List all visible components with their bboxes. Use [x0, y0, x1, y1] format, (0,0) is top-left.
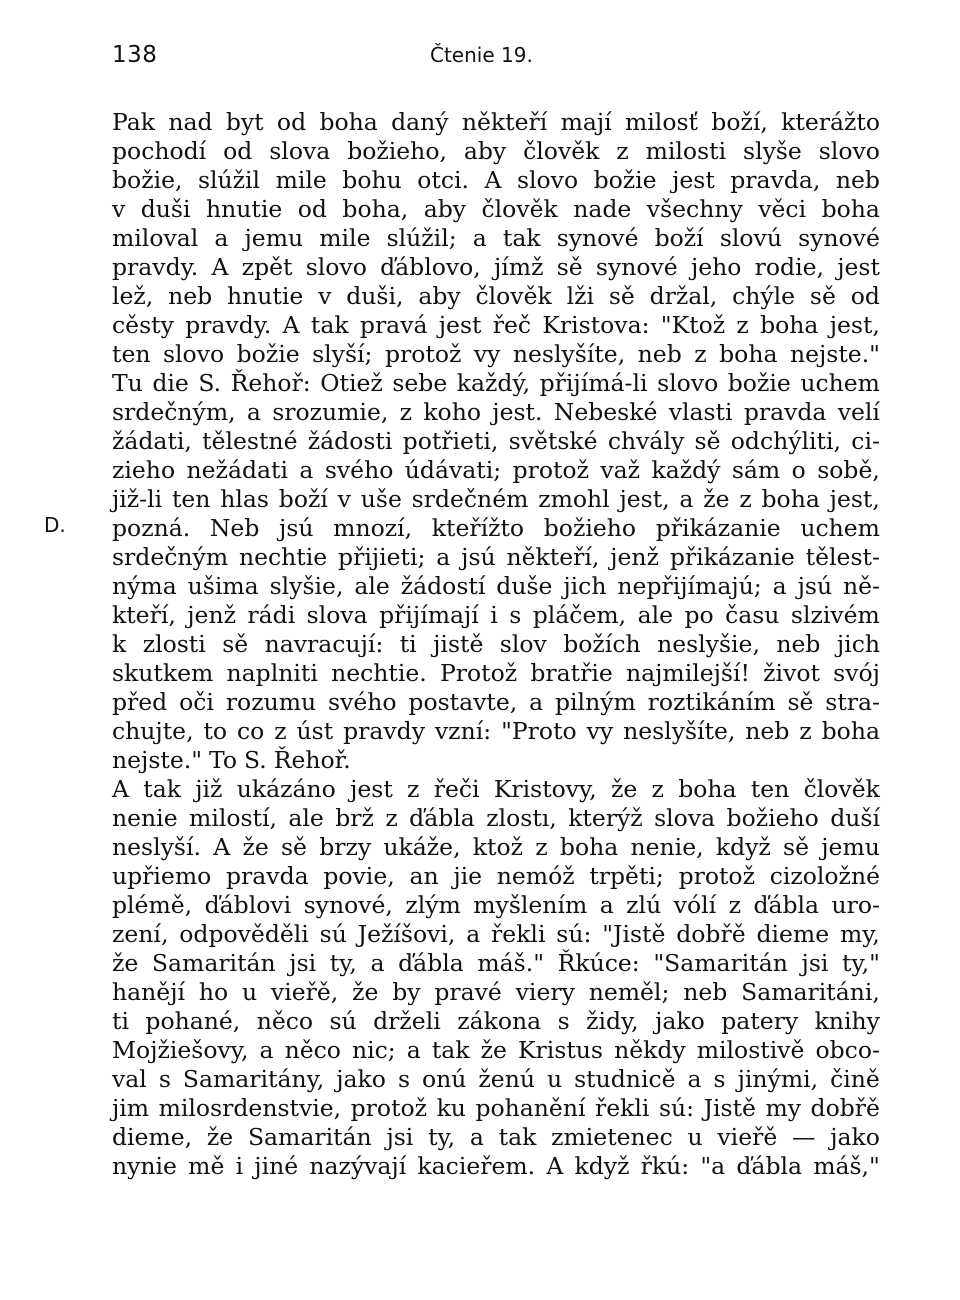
- text-line: žádati, tělestné žádosti potřieti, světské chvály sě odchýliti, ci-: [112, 427, 880, 455]
- text-line: dieme, že Samaritán jsi ty, a tak zmietenec u vieřě — jako: [112, 1123, 880, 1151]
- text-line: kteří, jenž rádi slova přijímají i s pláčem, ale po času slzivém: [112, 601, 880, 629]
- text-line: nejste." To S. Řehoř.: [112, 746, 351, 774]
- text-line: pozná. Neb jsú mnozí, kteřížto božieho přikázanie uchem: [112, 514, 880, 542]
- text-line: zieho nežádati a svého údávati; protož važ každý sám o sobě,: [112, 456, 880, 484]
- text-line: božie, slúžil mile bohu otci. A slovo božie jest pravda, neb: [112, 166, 880, 194]
- text-line: před oči rozumu svého postavte, a pilným roztikáním sě stra-: [112, 688, 880, 716]
- text-line: již-li ten hlas boží v uše srdečném zmohl jest, a že z boha jest,: [112, 485, 880, 513]
- text-line: pochodí od slova božieho, aby člověk z milosti slyše slovo: [112, 137, 880, 165]
- text-line: ten slovo božie slyší; protož vy neslyšíte, neb z boha nejste.": [112, 340, 880, 368]
- text-line: v duši hnutie od boha, aby člověk nade všechny věci boha: [112, 195, 880, 223]
- margin-note: D.: [44, 513, 66, 537]
- text-line: ti pohané, něco sú drželi zákona s židy, jako patery knihy: [112, 1007, 880, 1035]
- page-header: [0, 38, 960, 72]
- text-line: neslyší. A že sě brzy ukáže, ktož z boha nenie, když sě jemu: [112, 833, 880, 861]
- text-line: Mojžiešovy, a něco nic; a tak že Kristus někdy milostivě obco-: [112, 1036, 880, 1064]
- text-line: srdečným, a srozumie, z koho jest. Nebeské vlasti pravda velí: [112, 398, 880, 426]
- running-head: Čtenie 19.: [430, 43, 533, 67]
- text-line: nýma ušima slyšie, ale žádostí duše jich nepřijímajú; a jsú ně-: [112, 572, 880, 600]
- text-line: lež, neb hnutie v duši, aby člověk lži sě držal, chýle sě od: [112, 282, 880, 310]
- text-line: skutkem naplniti nechtie. Protož bratřie najmilejší! život svój: [112, 659, 880, 687]
- text-line: nynie mě i jiné nazývají kacieřem. A když řkú: "a ďábla máš,": [112, 1152, 880, 1180]
- text-line: zení, odpověděli sú Ježíšovi, a řekli sú: "Jistě dobřě dieme my,: [112, 920, 880, 948]
- text-line: že Samaritán jsi ty, a ďábla máš." Řkúce: "Samaritán jsi ty,": [112, 949, 880, 977]
- text-line: hanějí ho u vieřě, že by pravé viery neměl; neb Samaritáni,: [112, 978, 880, 1006]
- text-line: val s Samaritány, jako s onú ženú u studnicě a s jinými, čině: [112, 1065, 880, 1093]
- text-line: Tu die S. Řehoř: Otiež sebe každý, přijímá-li slovo božie uchem: [112, 369, 880, 397]
- text-line: A tak již ukázáno jest z řeči Kristovy, že z boha ten člověk: [112, 775, 880, 803]
- text-line: jim milosrdenstvie, protož ku pohanění řekli sú: Jistě my dobřě: [112, 1094, 880, 1122]
- text-line: srdečným nechtie přijieti; a jsú někteří, jenž přikázanie tělest-: [112, 543, 880, 571]
- text-line: nenie milostí, ale brž z ďábla zlostı, kterýž slova božieho duší: [112, 804, 880, 832]
- text-line: pravdy. A zpět slovo ďáblovo, jímž sě synové jeho rodie, jest: [112, 253, 880, 281]
- text-line: plémě, ďáblovi synové, zlým myšlením a zlú vólí z ďábla uro-: [112, 891, 880, 919]
- text-line: cěsty pravdy. A tak pravá jest řeč Kristova: "Ktož z boha jest,: [112, 311, 880, 339]
- text-line: Pak nad byt od boha daný někteří mají milosť boží, kterážto: [112, 108, 880, 136]
- text-line: chujte, to co z úst pravdy vzní: "Proto vy neslyšíte, neb z boha: [112, 717, 880, 745]
- body-text: [112, 108, 880, 1181]
- page-number: 138: [112, 42, 158, 68]
- text-line: miloval a jemu mile slúžil; a tak synové boží slovú synové: [112, 224, 880, 252]
- text-line: k zlosti sě navracují: ti jistě slov božích neslyšie, neb jich: [112, 630, 880, 658]
- text-line: upřiemo pravda povie, an jie nemóž trpěti; protož cizoložné: [112, 862, 880, 890]
